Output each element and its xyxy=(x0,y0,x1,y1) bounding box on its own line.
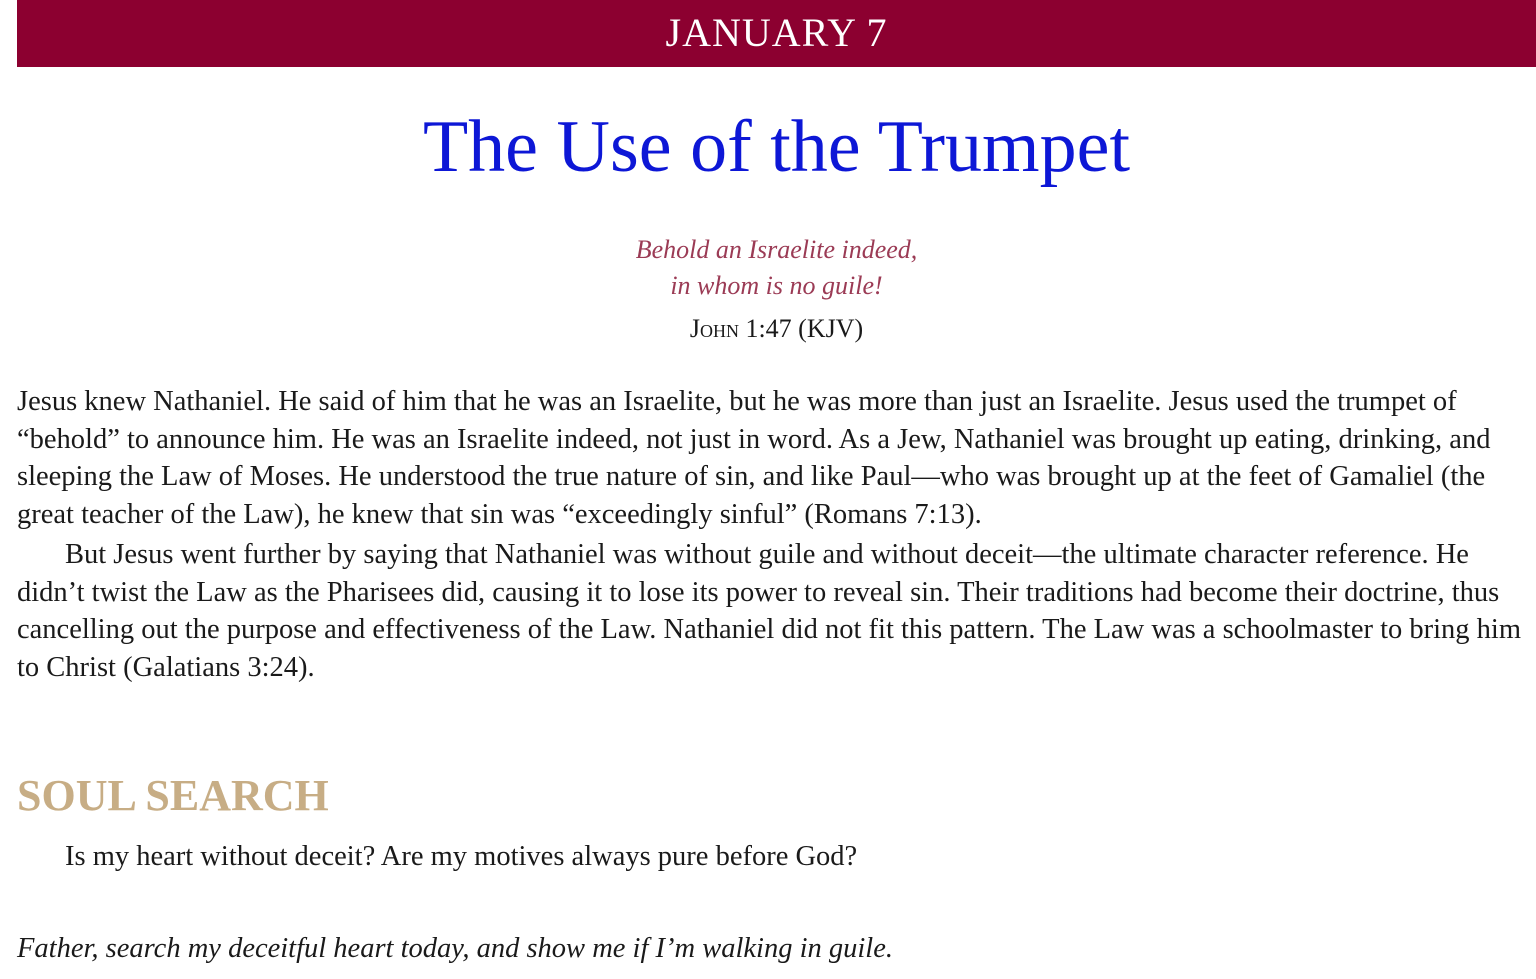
verse-reference: John 1:47 (KJV) xyxy=(689,314,864,343)
body-paragraph-1: Jesus knew Nathaniel. He said of him that he was an Israelite, but he was more than just an Israelite. Jesus used the trumpet of “behold” to announce him. He was an Israelite indeed, not just in word. As a Jew, Nathaniel was brought up eating, drinking, and sleeping the Law of Moses. He understood the true nature of sin, and like Paul—who was brought up at the feet of Gamaliel (the great teacher of the Law), he knew that sin was “exceedingly sinful” (Romans 7:13). xyxy=(17,386,1491,530)
date-banner xyxy=(17,0,1536,67)
body-paragraph-2: But Jesus went further by saying that Nathaniel was without guile and without deceit—the ultimate character reference. He didn’t twist the Law as the Pharisees did, causing it to lose its power to reveal sin. Their traditions had become their doctrine, thus cancelling out the purpose and effectiveness of the Law. Nathaniel did not fit this pattern. The Law was a schoolmaster to bring him to Christ (Galatians 3:24). xyxy=(17,539,1522,683)
date-label: JANUARY 7 xyxy=(665,10,888,55)
devotional-body xyxy=(17,383,1527,689)
scripture-verse xyxy=(17,232,1536,304)
prayer-text: Father, search my deceitful heart today, and show me if I’m walking in guile. xyxy=(17,933,893,964)
page-title: The Use of the Trumpet xyxy=(422,106,1131,188)
soul-search-heading: SOUL SEARCH xyxy=(17,771,329,820)
verse-line-1: Behold an Israelite indeed, xyxy=(635,235,918,264)
soul-search-question: Is my heart without deceit? Are my motives always pure before God? xyxy=(65,841,858,872)
verse-line-2: in whom is no guile! xyxy=(670,271,883,300)
